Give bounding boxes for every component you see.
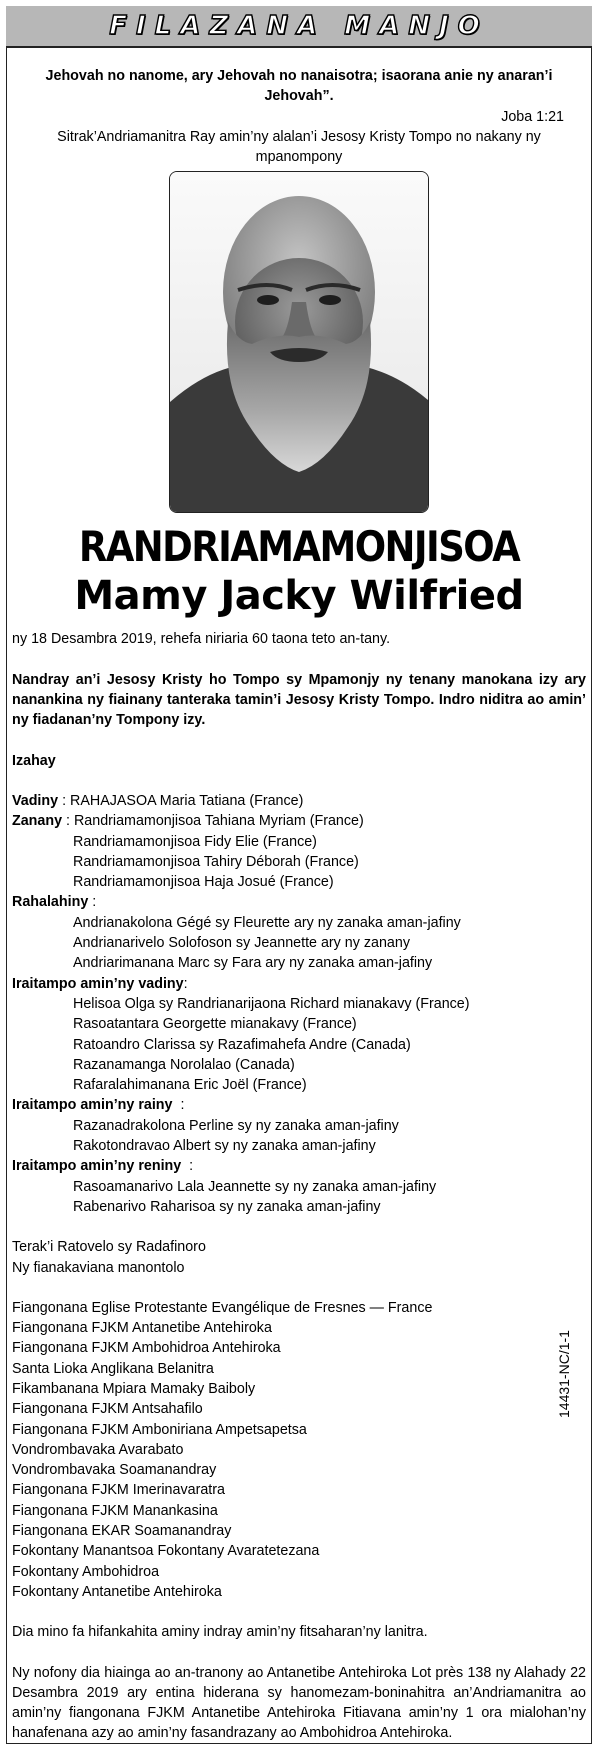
- list-item: Razanadrakolona Perline sy ny zanaka aman-jafiny: [73, 1117, 399, 1134]
- family-vadiny: [12, 791, 586, 811]
- notice-content: [12, 66, 586, 1744]
- vadiny-value: : RAHAJASOA Maria Tatiana (France): [58, 792, 304, 809]
- family-zanany: [12, 811, 586, 831]
- family-iraitampo-rainy: [12, 1095, 586, 1115]
- list-item: Rafaralahimanana Eric Joël (France): [73, 1077, 307, 1094]
- list-item: Randriamamonjisoa Haja Josué (France): [73, 874, 334, 891]
- list-item: Andriarimanana Marc sy Fara ary ny zanaka aman-jafiny: [73, 955, 433, 972]
- list-item: Helisoa Olga sy Randrianarijaona Richard mianakavy (France): [73, 995, 470, 1012]
- organization-item: Fiangonana FJKM Antsahafilo: [12, 1401, 203, 1418]
- organization-item: Fokontany Manantsoa Fokontany Avaratetezana: [12, 1543, 320, 1560]
- zanany-first: : Randriamamonjisoa Tahiana Myriam (France): [62, 813, 364, 830]
- iraitampo-reniny-suffix: :: [181, 1158, 194, 1175]
- organization-item: Fiangonana FJKM Imerinavaratra: [12, 1482, 225, 1499]
- list-item: Andrianakolona Gégé sy Fleurette ary ny zanaka aman-jafiny: [73, 914, 461, 931]
- organization-item: Fikambanana Mpiara Mamaky Baiboly: [12, 1380, 256, 1397]
- reference-code: 14431-NC/1-1: [556, 1330, 572, 1418]
- list-item: Rasoatantara Georgette mianakavy (France): [73, 1016, 357, 1033]
- bible-reference: Joba 1:21: [501, 108, 564, 125]
- family-iraitampo-vadiny: [12, 974, 586, 994]
- organization-item: Fiangonana FJKM Manankasina: [12, 1502, 218, 1519]
- faith-paragraph: Nandray an’i Jesosy Kristy ho Tompo sy Mpamonjy ny tenany manokana izy ary nanankina ny fiainany tanteraka tamin’i Jesosy Kristy Tompo. Indro niditra ao amin’ ny fiadanan’ny Tompony izy.: [12, 671, 586, 729]
- list-item: Ny fianakaviana manontolo: [12, 1259, 185, 1276]
- organization-item: Fokontany Ambohidroa: [12, 1563, 160, 1580]
- iraitampo-rainy-label: Iraitampo amin’ny rainy: [12, 1097, 173, 1114]
- family-rahalahiny: [12, 892, 586, 912]
- list-item: Rabenarivo Raharisoa sy ny zanaka aman-jafiny: [73, 1198, 381, 1215]
- list-item: Rakotondravao Albert sy ny zanaka aman-jafiny: [73, 1138, 376, 1155]
- rahalahiny-label: Rahalahiny: [12, 894, 89, 911]
- iraitampo-vadiny-suffix: :: [183, 975, 188, 992]
- iraitampo-rainy-suffix: :: [172, 1097, 185, 1114]
- vadiny-label: Vadiny: [12, 792, 59, 809]
- organization-item: Vondrombavaka Soamanandray: [12, 1462, 217, 1479]
- list-item: Terak’i Ratovelo sy Radafinoro: [12, 1239, 206, 1256]
- organization-item: Fiangonana EKAR Soamanandray: [12, 1523, 232, 1540]
- portrait-photo: [169, 171, 429, 513]
- organization-item: Fiangonana Eglise Protestante Evangélique de Fresnes — France: [12, 1299, 433, 1316]
- izahay-heading: Izahay: [12, 752, 56, 769]
- list-item: Razanamanga Norolalao (Canada): [73, 1056, 295, 1073]
- list-item: Andrianarivelo Solofoson sy Jeannette ary ny zanany: [73, 935, 410, 952]
- iraitampo-vadiny-label: Iraitampo amin’ny vadiny: [12, 975, 184, 992]
- organization-item: Fokontany Antanetibe Antehiroka: [12, 1583, 222, 1600]
- intro-line: Sitrak’Andriamanitra Ray amin’ny alalan’i Jesosy Kristy Tompo no nakany ny mpanompony: [57, 128, 541, 166]
- list-item: Rasoamanarivo Lala Jeannette sy ny zanaka aman-jafiny: [73, 1178, 437, 1195]
- organization-item: Santa Lioka Anglikana Belanitra: [12, 1360, 214, 1377]
- header-banner: [6, 6, 592, 48]
- list-item: Ratoandro Clarissa sy Razafimahefa Andre (Canada): [73, 1036, 411, 1053]
- hope-line: Dia mino fa hifankahita aminy indray amin’ny fitsaharan’ny lanitra.: [12, 1624, 428, 1641]
- portrait-photo-icon: [170, 172, 428, 512]
- deceased-given-names: Mamy Jacky Wilfried: [74, 573, 524, 620]
- deceased-surname: RANDRIAMAMONJISOA: [78, 522, 520, 572]
- list-item: Randriamamonjisoa Tahiry Déborah (France): [73, 853, 359, 870]
- rahalahiny-suffix: :: [88, 894, 97, 911]
- family-iraitampo-reniny: [12, 1156, 586, 1176]
- organization-item: Fiangonana FJKM Amboniriana Ampetsapetsa: [12, 1421, 307, 1438]
- iraitampo-reniny-label: Iraitampo amin’ny reniny: [12, 1158, 182, 1175]
- organization-item: Vondrombavaka Avarabato: [12, 1441, 184, 1458]
- organization-item: Fiangonana FJKM Antanetibe Antehiroka: [12, 1320, 272, 1337]
- bible-quote: Jehovah no nanome, ary Jehovah no nanaisotra; isaorana anie ny anaran’i Jehovah”.: [45, 68, 553, 105]
- zanany-label: Zanany: [12, 813, 63, 830]
- list-item: Randriamamonjisoa Fidy Elie (France): [73, 833, 317, 850]
- organization-item: Fiangonana FJKM Ambohidroa Antehiroka: [12, 1340, 281, 1357]
- header-title: FILAZANA MANJO: [109, 11, 489, 41]
- death-date-line: ny 18 Desambra 2019, rehefa niriaria 60 taona teto an-tany.: [12, 631, 391, 648]
- funeral-paragraph: Ny nofony dia hiainga ao an-tranony ao Antanetibe Antehiroka Lot près 138 ny Alahady 22 Desambra 2019 ary entina hiderana sy hanomezam-boninahitra an’Andriamanitra ao amin’ny fiangonana FJKM Antanetibe Antehiroka Fitiavana amin’ny 1 ora mialohan’ny hanafenana azy ao amin’ny fasandrazany ao Ambohidroa Antehiroka.: [12, 1664, 586, 1742]
